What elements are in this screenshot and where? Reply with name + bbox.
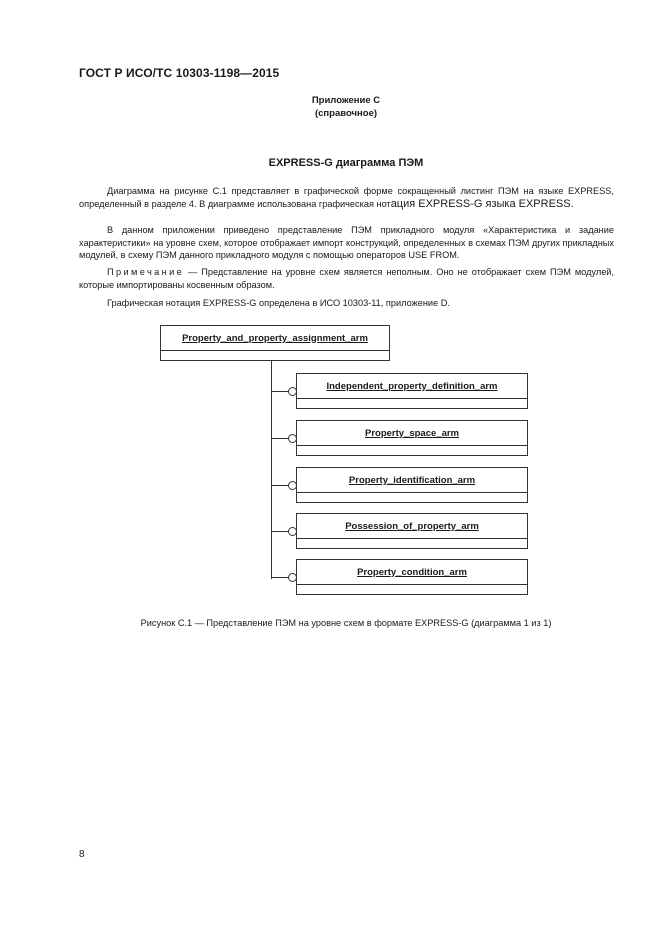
schema-name: Property_and_property_assignment_arm: [182, 332, 368, 344]
note-text: — Представление на уровне схем является неполным. Оно не отображает схем ПЭМ модулей, которые импортированы косвенным образом.: [79, 267, 614, 290]
paragraph-4: Графическая нотация EXPRESS-G определена в ИСО 10303-11, приложение D.: [107, 298, 450, 308]
schema-box: [296, 467, 528, 503]
connector-trunk: [271, 361, 272, 579]
schema-name: Independent_property_definition_arm: [326, 380, 498, 392]
annex-title: Приложение С: [311, 95, 381, 106]
figure-caption: Рисунок С.1 — Представление ПЭМ на уровне схем в формате EXPRESS-G (диаграмма 1 из 1): [140, 618, 552, 628]
schema-box-divider: [297, 538, 527, 539]
schema-box-divider: [161, 350, 389, 351]
section-title: EXPRESS-G диаграмма ПЭМ: [268, 157, 424, 169]
schema-name: Property_identification_arm: [348, 474, 476, 486]
schema-box-divider: [297, 398, 527, 399]
schema-box-root: [160, 325, 390, 361]
paragraph-1-text-large: ация EXPRESS-G языка EXPRESS.: [390, 197, 574, 210]
annex-subtitle: (справочное): [314, 108, 378, 119]
schema-name: Possession_of_property_arm: [345, 520, 479, 532]
schema-box-divider: [297, 584, 527, 585]
schema-name: Property_condition_arm: [357, 566, 467, 578]
schema-name: Property_space_arm: [365, 427, 459, 439]
schema-box: [296, 559, 528, 595]
schema-box: [296, 513, 528, 549]
schema-box: [296, 420, 528, 456]
schema-box: [296, 373, 528, 409]
schema-box-divider: [297, 445, 527, 446]
paragraph-1-text: Диаграмма на рисунке С.1 представляет в графической форме сокращенный листинг ПЭМ на языке EXPRESS, определенный в разделе 4. В диаграмме использована графическая нот: [79, 186, 614, 209]
paragraph-2: В данном приложении приведено представление ПЭМ прикладного модуля «Характеристика и задание характеристики» на уровне схем, которое отображает импорт конструкций, определенных в схемах ПЭМ других прикладных модулей, в схему ПЭМ данного прикладного модуля с помощью операторов USE FROM.: [79, 225, 614, 260]
note-label: Примечание: [107, 267, 185, 277]
page-number: 8: [79, 849, 85, 860]
schema-box-divider: [297, 492, 527, 493]
standard-header: ГОСТ Р ИСО/ТС 10303-1198—2015: [79, 66, 280, 80]
